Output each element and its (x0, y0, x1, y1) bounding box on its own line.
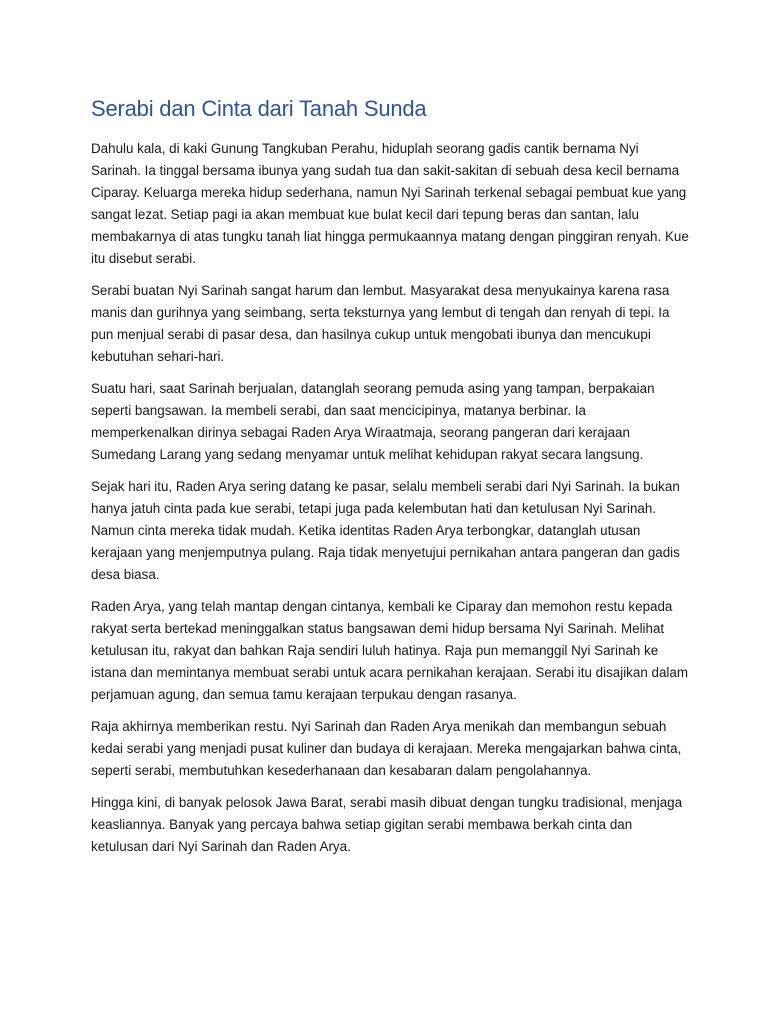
document-body (91, 93, 691, 868)
paragraph-4: Sejak hari itu, Raden Arya sering datang ke pasar, selalu membeli serabi dari Nyi Sarinah. Ia bukan hanya jatuh cinta pada kue serabi, tetapi juga pada kelembutan hati dan ketulusan Nyi Sarinah. Namun cinta mereka tidak mudah. Ketika identitas Raden Arya terbongkar, datanglah utusan kerajaan yang menjemputnya pulang. Raja tidak menyetujui pernikahan antara pangeran dan gadis desa biasa. (91, 479, 680, 582)
paragraph-1: Dahulu kala, di kaki Gunung Tangkuban Perahu, hiduplah seorang gadis cantik bernama Nyi Sarinah. Ia tinggal bersama ibunya yang sudah tua dan sakit-sakitan di sebuah desa kecil bernama Ciparay. Keluarga mereka hidup sederhana, namun Nyi Sarinah terkenal sebagai pembuat kue yang sangat lezat. Setiap pagi ia akan membuat kue bulat kecil dari tepung beras dan santan, lalu membakarnya di atas tungku tanah liat hingga permukaannya matang dengan pinggiran renyah. Kue itu disebut serabi. (91, 141, 689, 266)
paragraph-3: Suatu hari, saat Sarinah berjualan, datanglah seorang pemuda asing yang tampan, berpakaian seperti bangsawan. Ia membeli serabi, dan saat mencicipinya, matanya berbinar. Ia memperkenalkan dirinya sebagai Raden Arya Wiraatmaja, seorang pangeran dari kerajaan Sumedang Larang yang sedang menyamar untuk melihat kehidupan rakyat secara langsung. (91, 381, 655, 462)
paragraph-2: Serabi buatan Nyi Sarinah sangat harum dan lembut. Masyarakat desa menyukainya karena rasa manis dan gurihnya yang seimbang, serta teksturnya yang lembut di tengah dan renyah di tepi. Ia pun menjual serabi di pasar desa, dan hasilnya cukup untuk mengobati ibunya dan mencukupi kebutuhan sehari-hari. (91, 283, 670, 364)
paragraph-6: Raja akhirnya memberikan restu. Nyi Sarinah dan Raden Arya menikah dan membangun sebuah kedai serabi yang menjadi pusat kuliner dan budaya di kerajaan. Mereka mengajarkan bahwa cinta, seperti serabi, membutuhkan kesederhanaan dan kesabaran dalam pengolahannya. (91, 719, 682, 778)
paragraph-5: Raden Arya, yang telah mantap dengan cintanya, kembali ke Ciparay dan memohon restu kepada rakyat serta bertekad meninggalkan status bangsawan demi hidup bersama Nyi Sarinah. Melihat ketulusan itu, rakyat dan bahkan Raja sendiri luluh hatinya. Raja pun memanggil Nyi Sarinah ke istana dan memintanya membuat serabi untuk acara pernikahan kerajaan. Serabi itu disajikan dalam perjamuan agung, dan semua tamu kerajaan terpukau dengan rasanya. (91, 599, 688, 702)
paragraph-7: Hingga kini, di banyak pelosok Jawa Barat, serabi masih dibuat dengan tungku tradisional, menjaga keasliannya. Banyak yang percaya bahwa setiap gigitan serabi membawa berkah cinta dan ketulusan dari Nyi Sarinah dan Raden Arya. (91, 795, 683, 854)
document-title: Serabi dan Cinta dari Tanah Sunda (91, 96, 427, 121)
